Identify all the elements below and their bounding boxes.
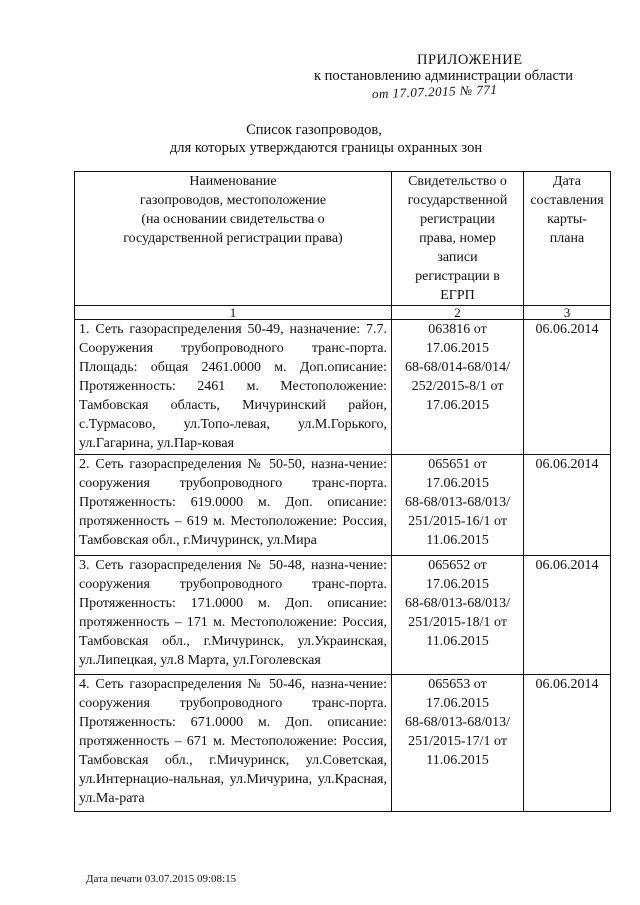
pipeline-name-cell: 2. Сеть газораспределения № 50-50, назна-чение: сооружения трубопроводного транс-порта. Протяженность: 619.0000 м. Доп. описание: протяженность – 619 м. Местоположение: Россия, Тамбовская обл., г.Мичуринск, ул.Мира [75,455,392,556]
appendix-handwritten-date-number: от 17.07.2015 № 771 [371,81,498,102]
header-registration-certificate: Свидетельство о государственной регистрации права, номер записи регистрации в ЕГРП [392,172,524,306]
registration-cell: 065652 от 17.06.2015 68-68/013-68/013/ 251/2015-18/1 от 11.06.2015 [392,556,524,675]
print-date-footer: Дата печати 03.07.2015 09:08:15 [86,873,237,885]
header-map-date: Дата составления карты- плана [524,172,611,306]
header-name-location: Наименование газопроводов, местоположение (на основании свидетельства о государственной регистрации права) [75,172,392,306]
table-row [75,320,611,455]
column-number-row [75,306,611,320]
document-title-line-2: для которых утверждаются границы охранных зон [169,140,483,156]
column-number-3: 3 [524,306,611,320]
document-title-line-1: Список газопроводов, [246,122,382,138]
date-cell: 06.06.2014 [524,455,611,556]
appendix-title: ПРИЛОЖЕНИЕ [417,52,523,68]
gas-pipelines-table [74,171,611,812]
table-row [75,556,611,675]
pipeline-name-cell: 4. Сеть газораспределения № 50-46, назна-чение: сооружения трубопроводного транс-порта. Протяженность: 671.0000 м. Доп. описание: протяженность – 671 м. Местоположение: Россия, Тамбовская обл., г.Мичуринск, ул.Советская, ул.Интернацио-нальная, ул.Мичурина, ул.Красная, ул.Ма-рата [75,675,392,812]
registration-cell: 065651 от 17.06.2015 68-68/013-68/013/ 251/2015-16/1 от 11.06.2015 [392,455,524,556]
table-row [75,455,611,556]
column-number-1: 1 [75,306,392,320]
registration-cell: 065653 от 17.06.2015 68-68/013-68/013/ 251/2015-17/1 от 11.06.2015 [392,675,524,812]
pipeline-name-cell: 1. Сеть газораспределения 50-49, назначение: 7.7. Сооружения трубопроводного транс-порта. Площадь: общая 2461.0000 м. Доп.описание: Протяженность: 2461 м. Местоположение: Тамбовская область, Мичуринский район, с.Турмасово, ул.Топо-левая, ул.М.Горького, ул.Гагарина, ул.Пар-ковая [75,320,392,455]
appendix-subtitle: к постановлению администрации области [314,68,574,84]
date-cell: 06.06.2014 [524,556,611,675]
table-header-row [75,172,611,306]
table-row [75,675,611,812]
registration-cell: 063816 от 17.06.2015 68-68/014-68/014/ 252/2015-8/1 от 17.06.2015 [392,320,524,455]
date-cell: 06.06.2014 [524,320,611,455]
column-number-2: 2 [392,306,524,320]
date-cell: 06.06.2014 [524,675,611,812]
pipeline-name-cell: 3. Сеть газораспределения № 50-48, назна-чение: сооружения трубопроводного транс-порта. Протяженность: 171.0000 м. Доп. описание: протяженность – 171 м. Местоположение: Россия, Тамбовская обл., г.Мичуринск, ул.Украинская, ул.Липецкая, ул.8 Марта, ул.Гоголевская [75,556,392,675]
